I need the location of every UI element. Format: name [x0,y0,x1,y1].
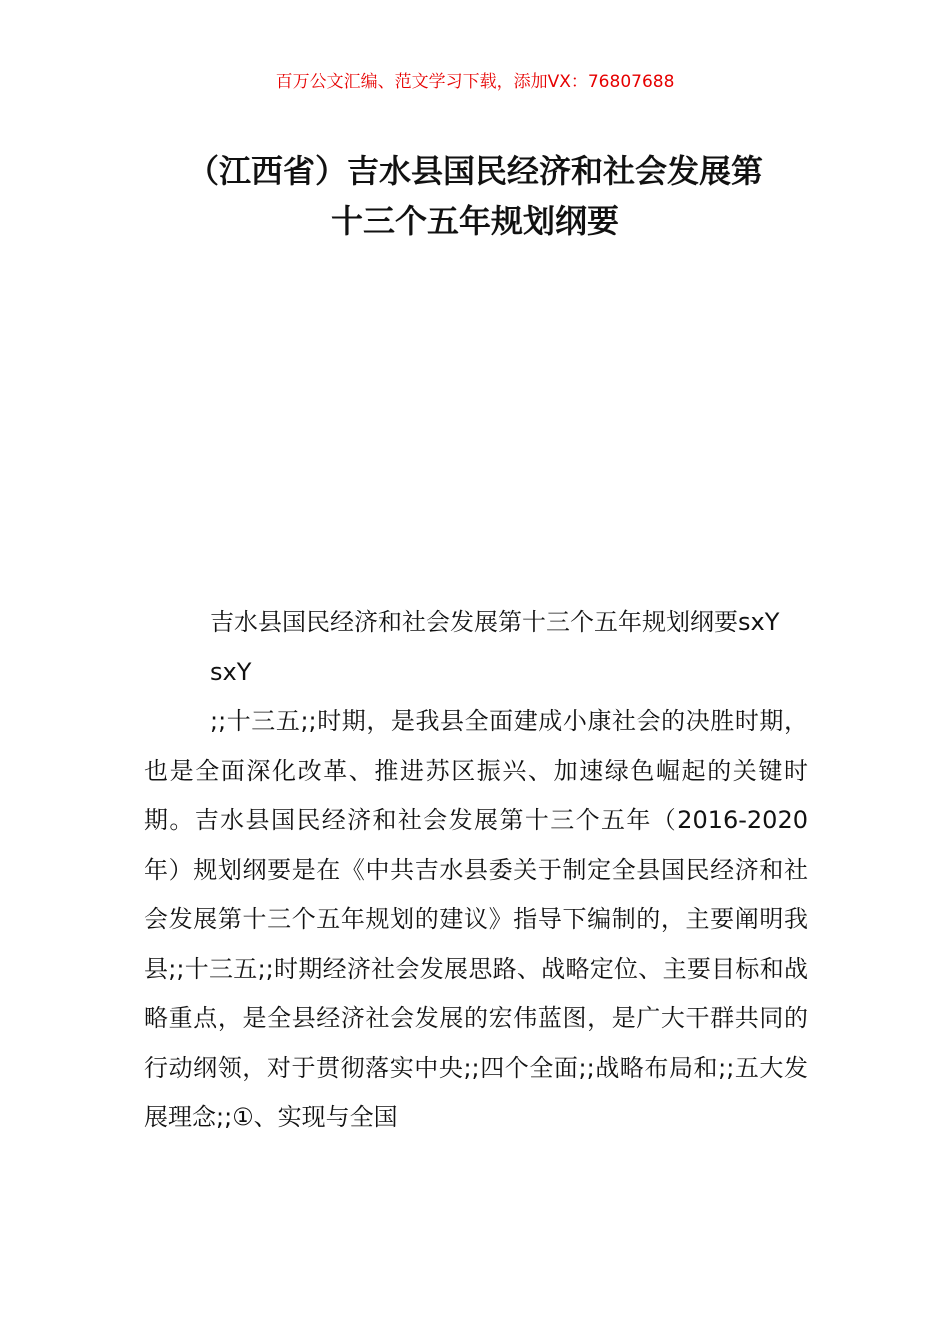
body-paragraph-2: sxY [210,657,252,686]
document-title-line-1: （江西省）吉水县国民经济和社会发展第 [186,152,763,190]
document-title [0,146,950,246]
body-paragraph-1: 吉水县国民经济和社会发展第十三个五年规划纲要sxY [210,608,780,636]
header-contact-note: 百万公文汇编、范文学习下载，添加VX：76807688 [275,72,675,92]
document-title-line-2: 十三个五年规划纲要 [330,202,619,240]
document-body [144,598,808,1143]
body-paragraph-3: ;;十三五;;时期，是我县全面建成小康社会的决胜时期，也是全面深化改革、推进苏区振兴、加速绿色崛起的关键时期。吉水县国民经济和社会发展第十三个五年（2016-2020年）规划纲要是在《中共吉水县委关于制定全县国民经济和社会发展第十三个五年规划的建议》指导下编制的，主要阐明我县;;十三五;;时期经济社会发展思路、战略定位、主要目标和战略重点，是全县经济社会发展的宏伟蓝图，是广大干群共同的行动纲领，对于贯彻落实中央;;四个全面;;战略布局和;;五大发展理念;;①、实现与全国 [144,707,808,1131]
